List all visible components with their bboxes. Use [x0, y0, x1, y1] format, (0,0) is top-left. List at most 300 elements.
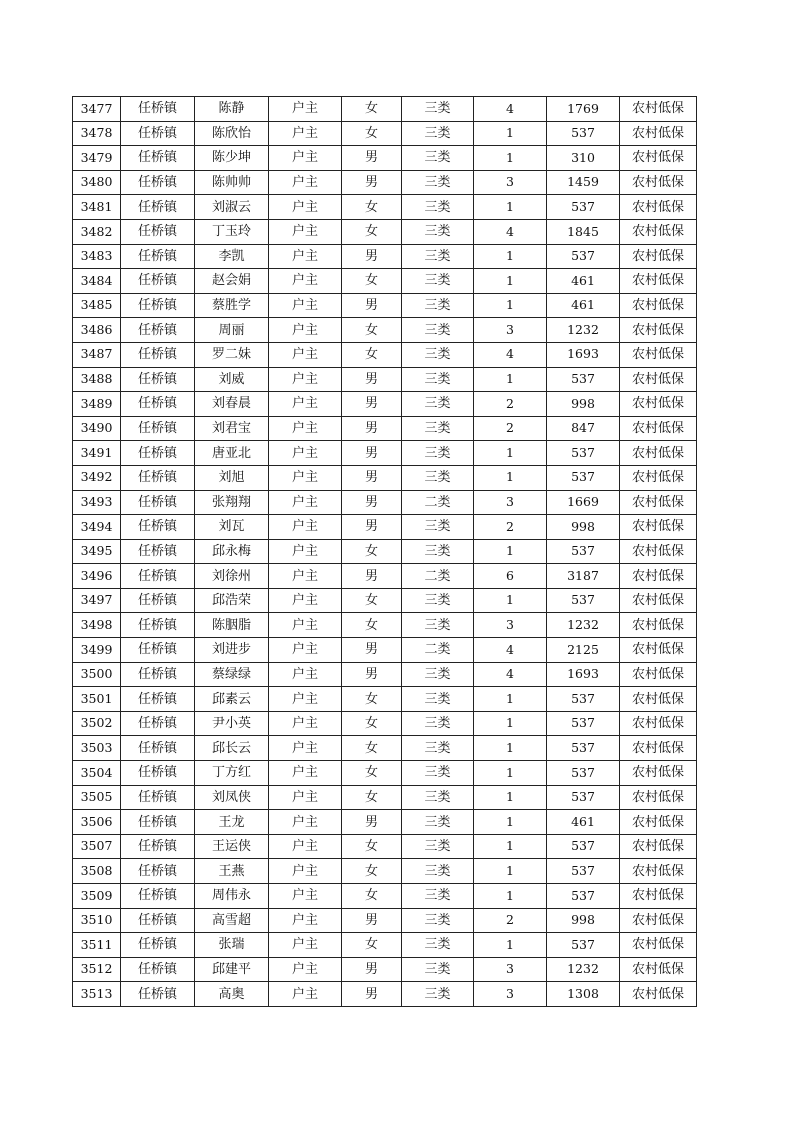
cell-household-size: 1	[474, 810, 547, 835]
cell-category: 三类	[402, 146, 474, 171]
cell-gender: 男	[342, 244, 402, 269]
cell-relation: 户主	[269, 638, 342, 663]
table-row	[73, 933, 697, 958]
cell-record-id: 3497	[73, 588, 121, 613]
cell-amount: 537	[547, 367, 620, 392]
cell-name: 王燕	[195, 859, 269, 884]
cell-record-id: 3477	[73, 97, 121, 122]
cell-record-id: 3500	[73, 662, 121, 687]
cell-amount: 1459	[547, 170, 620, 195]
table-row	[73, 539, 697, 564]
cell-name: 高雪超	[195, 908, 269, 933]
cell-gender: 女	[342, 97, 402, 122]
cell-name: 蔡胜学	[195, 293, 269, 318]
cell-relation: 户主	[269, 244, 342, 269]
cell-household-size: 1	[474, 588, 547, 613]
cell-gender: 女	[342, 711, 402, 736]
table-row	[73, 441, 697, 466]
cell-assistance-type: 农村低保	[620, 736, 697, 761]
cell-household-size: 1	[474, 687, 547, 712]
cell-household-size: 1	[474, 244, 547, 269]
cell-household-size: 1	[474, 441, 547, 466]
table-row	[73, 515, 697, 540]
table-row	[73, 834, 697, 859]
cell-category: 三类	[402, 465, 474, 490]
cell-record-id: 3511	[73, 933, 121, 958]
cell-township: 任桥镇	[121, 318, 195, 343]
cell-amount: 537	[547, 687, 620, 712]
cell-amount: 1232	[547, 613, 620, 638]
cell-household-size: 1	[474, 859, 547, 884]
cell-township: 任桥镇	[121, 441, 195, 466]
table-row	[73, 219, 697, 244]
cell-relation: 户主	[269, 736, 342, 761]
cell-assistance-type: 农村低保	[620, 490, 697, 515]
cell-name: 刘威	[195, 367, 269, 392]
cell-gender: 男	[342, 367, 402, 392]
cell-relation: 户主	[269, 219, 342, 244]
cell-gender: 女	[342, 933, 402, 958]
cell-record-id: 3484	[73, 269, 121, 294]
cell-relation: 户主	[269, 318, 342, 343]
cell-relation: 户主	[269, 810, 342, 835]
cell-township: 任桥镇	[121, 146, 195, 171]
cell-record-id: 3508	[73, 859, 121, 884]
cell-gender: 女	[342, 588, 402, 613]
cell-assistance-type: 农村低保	[620, 859, 697, 884]
cell-township: 任桥镇	[121, 736, 195, 761]
cell-assistance-type: 农村低保	[620, 515, 697, 540]
cell-assistance-type: 农村低保	[620, 367, 697, 392]
cell-gender: 女	[342, 269, 402, 294]
cell-relation: 户主	[269, 539, 342, 564]
cell-name: 刘春晨	[195, 392, 269, 417]
cell-gender: 男	[342, 465, 402, 490]
cell-record-id: 3490	[73, 416, 121, 441]
cell-category: 三类	[402, 367, 474, 392]
cell-category: 三类	[402, 97, 474, 122]
cell-name: 王运侠	[195, 834, 269, 859]
cell-name: 刘淑云	[195, 195, 269, 220]
cell-category: 三类	[402, 195, 474, 220]
cell-assistance-type: 农村低保	[620, 638, 697, 663]
cell-gender: 女	[342, 761, 402, 786]
cell-assistance-type: 农村低保	[620, 711, 697, 736]
cell-name: 张瑞	[195, 933, 269, 958]
cell-gender: 男	[342, 146, 402, 171]
cell-assistance-type: 农村低保	[620, 465, 697, 490]
cell-amount: 537	[547, 244, 620, 269]
cell-name: 刘君宝	[195, 416, 269, 441]
cell-relation: 户主	[269, 859, 342, 884]
cell-township: 任桥镇	[121, 367, 195, 392]
cell-assistance-type: 农村低保	[620, 785, 697, 810]
cell-township: 任桥镇	[121, 884, 195, 909]
cell-household-size: 3	[474, 490, 547, 515]
cell-record-id: 3509	[73, 884, 121, 909]
cell-household-size: 3	[474, 318, 547, 343]
cell-record-id: 3487	[73, 342, 121, 367]
cell-relation: 户主	[269, 662, 342, 687]
cell-name: 周伟永	[195, 884, 269, 909]
cell-category: 三类	[402, 613, 474, 638]
cell-amount: 998	[547, 392, 620, 417]
cell-household-size: 1	[474, 293, 547, 318]
cell-township: 任桥镇	[121, 342, 195, 367]
cell-township: 任桥镇	[121, 761, 195, 786]
cell-relation: 户主	[269, 416, 342, 441]
cell-name: 高奥	[195, 982, 269, 1007]
cell-relation: 户主	[269, 269, 342, 294]
table-row	[73, 588, 697, 613]
cell-record-id: 3478	[73, 121, 121, 146]
cell-relation: 户主	[269, 441, 342, 466]
cell-township: 任桥镇	[121, 687, 195, 712]
cell-category: 三类	[402, 982, 474, 1007]
cell-name: 张翔翔	[195, 490, 269, 515]
cell-relation: 户主	[269, 834, 342, 859]
cell-amount: 537	[547, 761, 620, 786]
cell-gender: 女	[342, 859, 402, 884]
cell-assistance-type: 农村低保	[620, 146, 697, 171]
cell-category: 三类	[402, 515, 474, 540]
cell-gender: 男	[342, 982, 402, 1007]
cell-assistance-type: 农村低保	[620, 588, 697, 613]
cell-relation: 户主	[269, 957, 342, 982]
table-row	[73, 982, 697, 1007]
cell-category: 三类	[402, 884, 474, 909]
cell-record-id: 3492	[73, 465, 121, 490]
cell-relation: 户主	[269, 564, 342, 589]
cell-township: 任桥镇	[121, 662, 195, 687]
cell-household-size: 1	[474, 761, 547, 786]
cell-category: 三类	[402, 785, 474, 810]
cell-record-id: 3506	[73, 810, 121, 835]
cell-record-id: 3479	[73, 146, 121, 171]
table-row	[73, 170, 697, 195]
table-row	[73, 810, 697, 835]
cell-amount: 461	[547, 810, 620, 835]
table-row	[73, 761, 697, 786]
cell-gender: 女	[342, 121, 402, 146]
cell-gender: 男	[342, 441, 402, 466]
cell-name: 刘凤侠	[195, 785, 269, 810]
cell-household-size: 4	[474, 342, 547, 367]
cell-township: 任桥镇	[121, 392, 195, 417]
cell-assistance-type: 农村低保	[620, 687, 697, 712]
cell-name: 邱永梅	[195, 539, 269, 564]
cell-household-size: 3	[474, 170, 547, 195]
cell-relation: 户主	[269, 761, 342, 786]
cell-gender: 女	[342, 342, 402, 367]
cell-category: 三类	[402, 121, 474, 146]
cell-name: 邱素云	[195, 687, 269, 712]
cell-category: 三类	[402, 170, 474, 195]
cell-name: 赵会娟	[195, 269, 269, 294]
cell-name: 刘旭	[195, 465, 269, 490]
cell-household-size: 1	[474, 269, 547, 294]
beneficiary-table	[72, 96, 697, 1007]
cell-relation: 户主	[269, 588, 342, 613]
cell-record-id: 3491	[73, 441, 121, 466]
cell-gender: 女	[342, 219, 402, 244]
cell-record-id: 3510	[73, 908, 121, 933]
cell-relation: 户主	[269, 170, 342, 195]
cell-household-size: 1	[474, 121, 547, 146]
cell-record-id: 3501	[73, 687, 121, 712]
cell-gender: 女	[342, 834, 402, 859]
cell-assistance-type: 农村低保	[620, 564, 697, 589]
cell-household-size: 3	[474, 957, 547, 982]
cell-category: 三类	[402, 933, 474, 958]
cell-relation: 户主	[269, 342, 342, 367]
cell-category: 二类	[402, 490, 474, 515]
cell-gender: 女	[342, 318, 402, 343]
cell-gender: 女	[342, 195, 402, 220]
cell-township: 任桥镇	[121, 244, 195, 269]
cell-name: 陈帅帅	[195, 170, 269, 195]
table-row	[73, 662, 697, 687]
table-row	[73, 269, 697, 294]
cell-assistance-type: 农村低保	[620, 982, 697, 1007]
cell-gender: 女	[342, 687, 402, 712]
cell-relation: 户主	[269, 465, 342, 490]
cell-township: 任桥镇	[121, 121, 195, 146]
table-row	[73, 687, 697, 712]
cell-gender: 女	[342, 785, 402, 810]
cell-township: 任桥镇	[121, 465, 195, 490]
cell-category: 三类	[402, 441, 474, 466]
cell-relation: 户主	[269, 97, 342, 122]
cell-record-id: 3486	[73, 318, 121, 343]
cell-gender: 男	[342, 810, 402, 835]
table-row	[73, 465, 697, 490]
cell-gender: 男	[342, 662, 402, 687]
cell-gender: 男	[342, 170, 402, 195]
cell-relation: 户主	[269, 908, 342, 933]
table-row	[73, 392, 697, 417]
table-row	[73, 121, 697, 146]
cell-assistance-type: 农村低保	[620, 908, 697, 933]
cell-household-size: 1	[474, 933, 547, 958]
cell-amount: 537	[547, 884, 620, 909]
cell-amount: 1693	[547, 342, 620, 367]
cell-name: 陈静	[195, 97, 269, 122]
cell-household-size: 2	[474, 416, 547, 441]
cell-household-size: 4	[474, 97, 547, 122]
cell-township: 任桥镇	[121, 564, 195, 589]
table-row	[73, 785, 697, 810]
cell-gender: 女	[342, 613, 402, 638]
cell-amount: 537	[547, 588, 620, 613]
cell-assistance-type: 农村低保	[620, 884, 697, 909]
cell-category: 三类	[402, 269, 474, 294]
cell-category: 三类	[402, 957, 474, 982]
cell-relation: 户主	[269, 293, 342, 318]
cell-category: 三类	[402, 859, 474, 884]
cell-assistance-type: 农村低保	[620, 834, 697, 859]
cell-record-id: 3493	[73, 490, 121, 515]
cell-household-size: 4	[474, 662, 547, 687]
cell-assistance-type: 农村低保	[620, 97, 697, 122]
cell-relation: 户主	[269, 613, 342, 638]
cell-amount: 537	[547, 736, 620, 761]
cell-township: 任桥镇	[121, 490, 195, 515]
cell-amount: 1232	[547, 957, 620, 982]
cell-relation: 户主	[269, 933, 342, 958]
cell-assistance-type: 农村低保	[620, 539, 697, 564]
cell-category: 三类	[402, 392, 474, 417]
cell-household-size: 3	[474, 613, 547, 638]
cell-amount: 1693	[547, 662, 620, 687]
cell-amount: 310	[547, 146, 620, 171]
cell-township: 任桥镇	[121, 515, 195, 540]
cell-category: 二类	[402, 564, 474, 589]
cell-category: 三类	[402, 293, 474, 318]
cell-assistance-type: 农村低保	[620, 392, 697, 417]
cell-township: 任桥镇	[121, 293, 195, 318]
cell-township: 任桥镇	[121, 810, 195, 835]
table-row	[73, 884, 697, 909]
table-row	[73, 711, 697, 736]
table-row	[73, 613, 697, 638]
cell-township: 任桥镇	[121, 908, 195, 933]
cell-record-id: 3507	[73, 834, 121, 859]
cell-township: 任桥镇	[121, 982, 195, 1007]
cell-relation: 户主	[269, 146, 342, 171]
cell-amount: 537	[547, 441, 620, 466]
cell-household-size: 4	[474, 219, 547, 244]
cell-township: 任桥镇	[121, 269, 195, 294]
cell-assistance-type: 农村低保	[620, 195, 697, 220]
cell-household-size: 1	[474, 884, 547, 909]
cell-amount: 1669	[547, 490, 620, 515]
cell-amount: 537	[547, 195, 620, 220]
cell-record-id: 3481	[73, 195, 121, 220]
cell-assistance-type: 农村低保	[620, 342, 697, 367]
cell-assistance-type: 农村低保	[620, 318, 697, 343]
cell-amount: 537	[547, 539, 620, 564]
table-row	[73, 564, 697, 589]
cell-assistance-type: 农村低保	[620, 441, 697, 466]
cell-record-id: 3482	[73, 219, 121, 244]
cell-assistance-type: 农村低保	[620, 219, 697, 244]
table-row	[73, 97, 697, 122]
table-row	[73, 908, 697, 933]
cell-household-size: 1	[474, 785, 547, 810]
cell-gender: 男	[342, 515, 402, 540]
table-row	[73, 293, 697, 318]
cell-township: 任桥镇	[121, 97, 195, 122]
cell-township: 任桥镇	[121, 219, 195, 244]
cell-category: 三类	[402, 318, 474, 343]
cell-gender: 女	[342, 539, 402, 564]
cell-relation: 户主	[269, 195, 342, 220]
table-row	[73, 342, 697, 367]
cell-household-size: 3	[474, 982, 547, 1007]
cell-township: 任桥镇	[121, 834, 195, 859]
cell-category: 三类	[402, 539, 474, 564]
cell-name: 丁玉玲	[195, 219, 269, 244]
cell-assistance-type: 农村低保	[620, 293, 697, 318]
cell-relation: 户主	[269, 982, 342, 1007]
cell-category: 三类	[402, 736, 474, 761]
cell-assistance-type: 农村低保	[620, 933, 697, 958]
cell-township: 任桥镇	[121, 859, 195, 884]
cell-amount: 998	[547, 908, 620, 933]
cell-category: 三类	[402, 219, 474, 244]
cell-record-id: 3513	[73, 982, 121, 1007]
cell-name: 陈少坤	[195, 146, 269, 171]
cell-township: 任桥镇	[121, 539, 195, 564]
cell-name: 王龙	[195, 810, 269, 835]
cell-relation: 户主	[269, 515, 342, 540]
cell-category: 三类	[402, 342, 474, 367]
table-row	[73, 638, 697, 663]
cell-category: 三类	[402, 244, 474, 269]
cell-gender: 男	[342, 957, 402, 982]
cell-amount: 537	[547, 785, 620, 810]
cell-category: 三类	[402, 711, 474, 736]
cell-amount: 1769	[547, 97, 620, 122]
cell-amount: 847	[547, 416, 620, 441]
cell-assistance-type: 农村低保	[620, 957, 697, 982]
table-body	[73, 97, 697, 1007]
cell-record-id: 3504	[73, 761, 121, 786]
cell-record-id: 3496	[73, 564, 121, 589]
cell-name: 罗二妹	[195, 342, 269, 367]
table-row	[73, 490, 697, 515]
cell-category: 三类	[402, 810, 474, 835]
cell-name: 蔡绿绿	[195, 662, 269, 687]
cell-record-id: 3489	[73, 392, 121, 417]
table-row	[73, 195, 697, 220]
cell-amount: 1308	[547, 982, 620, 1007]
cell-relation: 户主	[269, 687, 342, 712]
table-row	[73, 244, 697, 269]
cell-household-size: 4	[474, 638, 547, 663]
cell-record-id: 3498	[73, 613, 121, 638]
table-row	[73, 736, 697, 761]
cell-gender: 女	[342, 884, 402, 909]
cell-township: 任桥镇	[121, 170, 195, 195]
cell-township: 任桥镇	[121, 933, 195, 958]
cell-record-id: 3485	[73, 293, 121, 318]
cell-amount: 1232	[547, 318, 620, 343]
cell-category: 三类	[402, 908, 474, 933]
cell-household-size: 1	[474, 367, 547, 392]
cell-amount: 461	[547, 293, 620, 318]
cell-amount: 537	[547, 711, 620, 736]
cell-name: 刘进步	[195, 638, 269, 663]
table-row	[73, 957, 697, 982]
cell-gender: 女	[342, 736, 402, 761]
cell-gender: 男	[342, 908, 402, 933]
table-row	[73, 367, 697, 392]
cell-household-size: 1	[474, 195, 547, 220]
cell-name: 刘瓦	[195, 515, 269, 540]
cell-township: 任桥镇	[121, 416, 195, 441]
cell-assistance-type: 农村低保	[620, 121, 697, 146]
cell-amount: 2125	[547, 638, 620, 663]
cell-record-id: 3480	[73, 170, 121, 195]
cell-record-id: 3503	[73, 736, 121, 761]
cell-relation: 户主	[269, 711, 342, 736]
cell-assistance-type: 农村低保	[620, 244, 697, 269]
cell-amount: 998	[547, 515, 620, 540]
cell-amount: 537	[547, 465, 620, 490]
cell-record-id: 3488	[73, 367, 121, 392]
